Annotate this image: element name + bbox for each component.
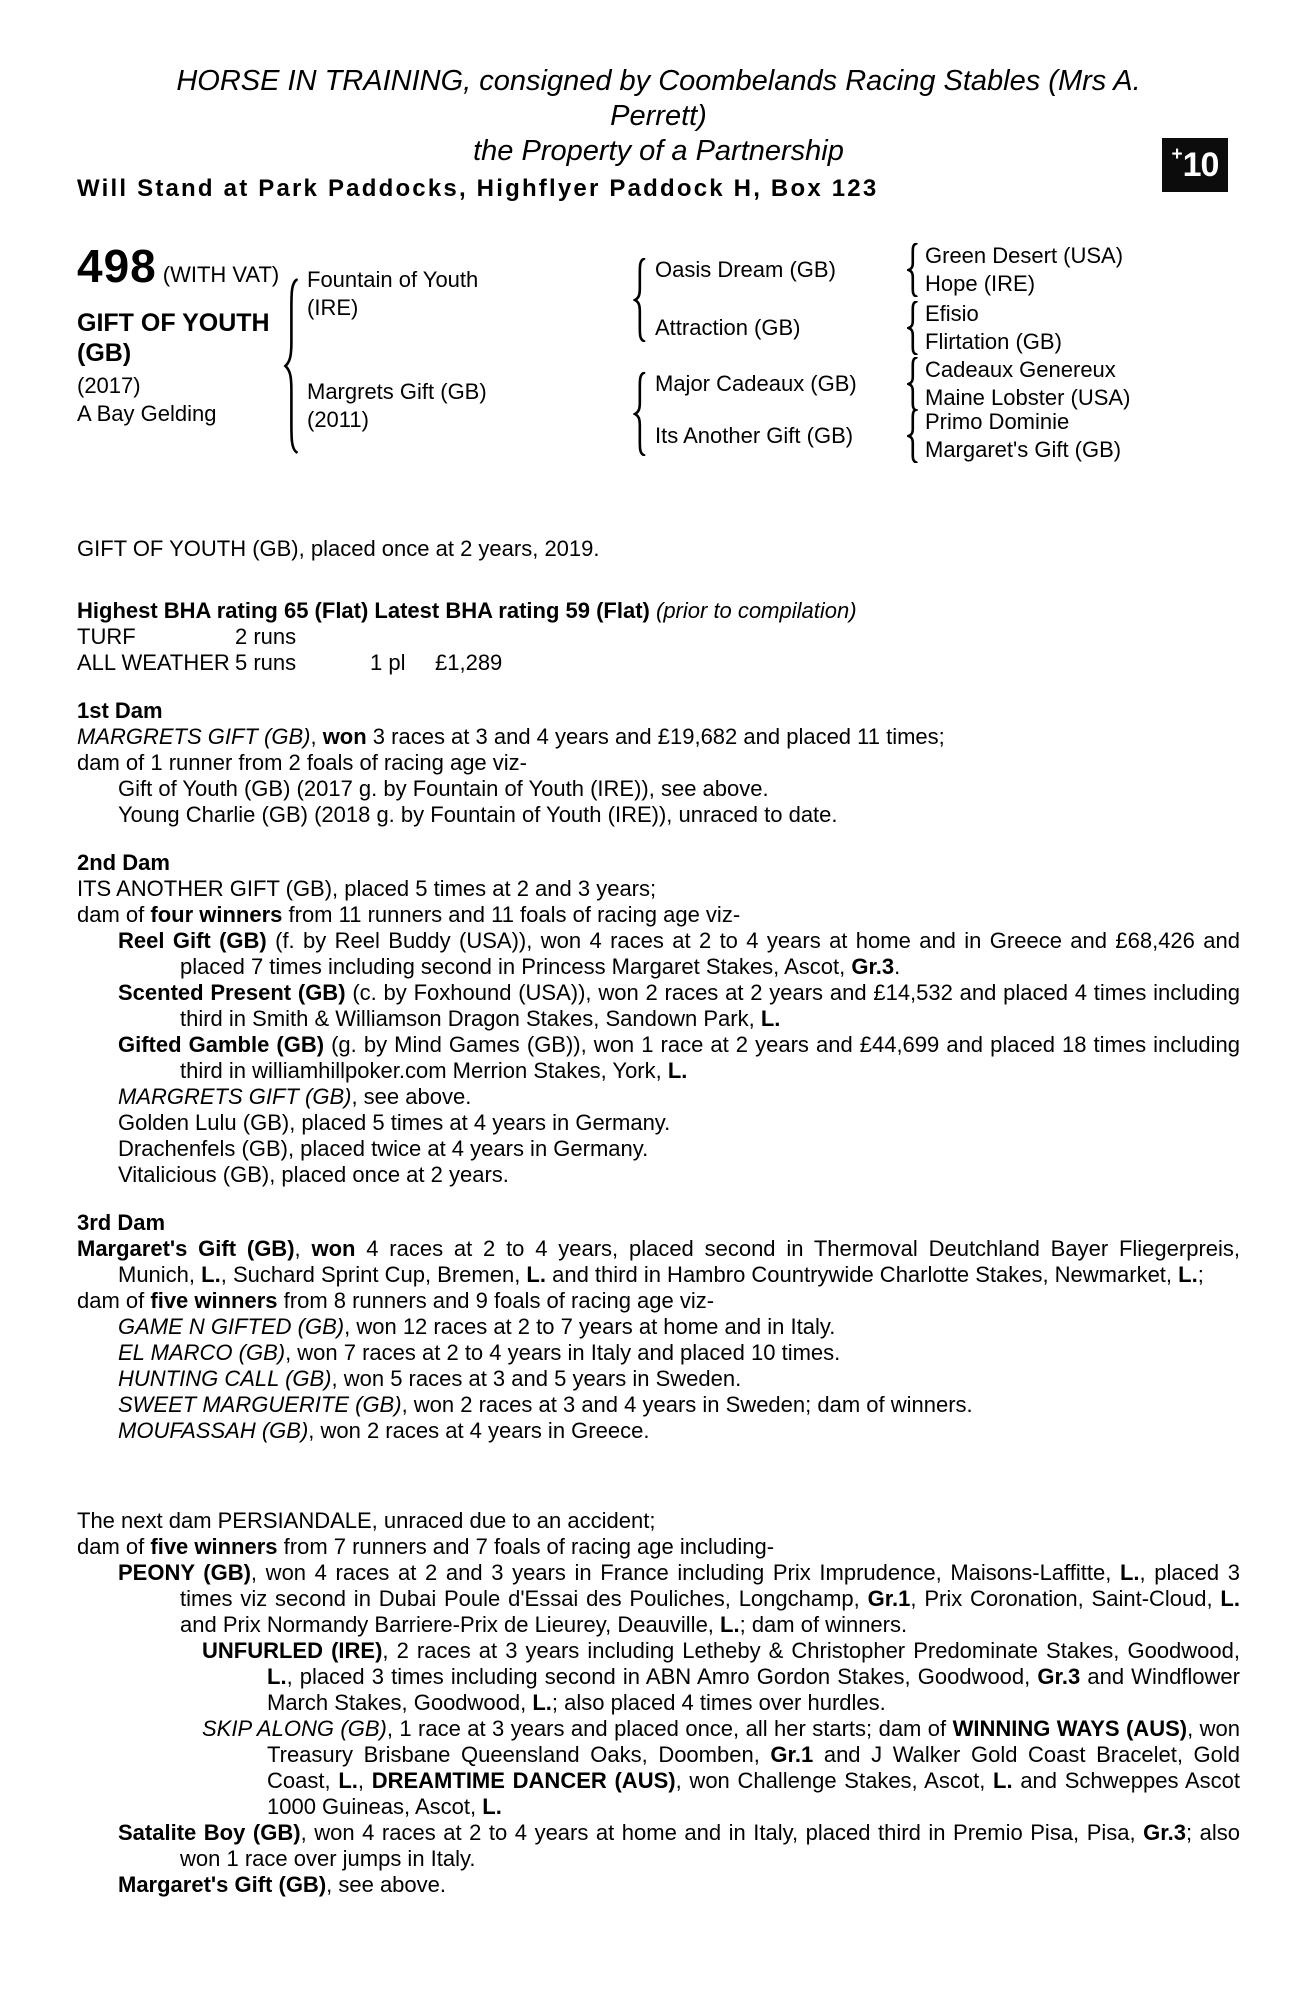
pedigree-paragraph: Gift of Youth (GB) (2017 g. by Fountain of Youth (IRE)), see above. xyxy=(118,776,769,801)
pedigree-brace-icon xyxy=(633,258,646,342)
pedigree-paragraph: Gifted Gamble (GB) (g. by Mind Games (GB)), won 1 race at 2 years and £44,699 and placed 18 times including third in williamhillpoker.com Merrion Stakes, York, L. xyxy=(118,1032,1240,1083)
bha-rating-line xyxy=(77,598,1240,624)
third-dam-section xyxy=(77,1210,1240,1444)
next-dam-section xyxy=(77,1508,1240,1898)
stand-location: Will Stand at Park Paddocks, Highflyer Paddock H, Box 123 xyxy=(77,175,879,202)
race-record-section xyxy=(77,536,1240,676)
grandsire-name: Major Cadeaux (GB) xyxy=(655,371,857,396)
table-row xyxy=(77,624,502,650)
pedigree-paragraph: MARGRETS GIFT (GB), won 3 races at 3 and 4 years and £19,682 and placed 11 times; xyxy=(77,724,945,749)
page-header xyxy=(77,64,1240,204)
ancestor-name: Cadeaux Genereux xyxy=(925,357,1116,382)
pedigree-paragraph: Drachenfels (GB), placed twice at 4 years in Germany. xyxy=(118,1136,649,1161)
ancestor-suffix: (2011) xyxy=(307,407,369,432)
first-dam-section xyxy=(77,698,1240,828)
great-grandparents-pair xyxy=(925,356,1130,412)
badge-number: 10 xyxy=(1182,145,1219,184)
pedigree-paragraph: Satalite Boy (GB), won 4 races at 2 to 4 years at home and in Italy, placed third in Premio Pisa, Pisa, Gr.3; also won 1 race over jumps in Italy. xyxy=(118,1820,1240,1871)
pedigree-paragraph: dam of four winners from 11 runners and 11 foals of racing age viz- xyxy=(77,902,741,927)
table-row xyxy=(77,650,502,676)
ancestor-name: Hope (IRE) xyxy=(925,271,1036,296)
pedigree-paragraph: dam of five winners from 7 runners and 7 foals of racing age including- xyxy=(77,1534,775,1559)
ancestor-name: Primo Dominie xyxy=(925,409,1070,434)
places-value: 1 pl xyxy=(370,650,406,675)
pedigree-paragraph: EL MARCO (GB), won 7 races at 2 to 4 years in Italy and placed 10 times. xyxy=(118,1340,841,1365)
pedigree-paragraph: MARGRETS GIFT (GB), see above. xyxy=(118,1084,472,1109)
pedigree-paragraph: MOUFASSAH (GB), won 2 races at 4 years in Greece. xyxy=(118,1418,650,1443)
section-heading: 1st Dam xyxy=(77,698,163,723)
pedigree-paragraph: Margaret's Gift (GB), see above. xyxy=(118,1872,447,1897)
dam-sections xyxy=(77,698,1240,1898)
horse-name: GIFT OF YOUTH (GB) xyxy=(77,309,270,367)
pedigree-section xyxy=(77,242,1240,474)
granddam-name: Its Another Gift (GB) xyxy=(655,423,854,448)
great-grandparents-pair xyxy=(925,242,1123,298)
plus-sign: + xyxy=(1171,144,1183,165)
ancestor-suffix: (IRE) xyxy=(307,295,359,320)
pedigree-paragraph: Reel Gift (GB) (f. by Reel Buddy (USA)), won 4 races at 2 to 4 years at home and in Greece and £68,426 and placed 7 times including second in Princess Margaret Stakes, Ascot, Gr.3. xyxy=(118,928,1240,979)
great-grandparents-pair xyxy=(925,300,1062,356)
foaling-year: (2017) xyxy=(77,373,141,398)
pedigree-brace-icon xyxy=(633,372,646,456)
pedigree-brace-icon xyxy=(907,243,918,297)
pedigree-paragraph: Margaret's Gift (GB), won 4 races at 2 to 4 years, placed second in Thermoval Deutchland Bayer Fliegerpreis, Munich, L., Suchard Sprint Cup, Bremen, L. and third in Hambro Countrywide Charlotte Stakes, Newmarket, L.; xyxy=(77,1236,1241,1287)
ancestor-name: Flirtation (GB) xyxy=(925,329,1062,354)
ancestor-name: Maine Lobster (USA) xyxy=(925,385,1131,410)
pedigree-paragraph: ITS ANOTHER GIFT (GB), placed 5 times at 2 and 3 years; xyxy=(77,876,657,901)
plus10-badge xyxy=(1162,138,1228,192)
property-line: the Property of a Partnership xyxy=(473,135,844,167)
section-heading: 3rd Dam xyxy=(77,1210,166,1235)
ancestor-name: Efisio xyxy=(925,301,979,326)
runs-value: 5 runs xyxy=(235,650,297,675)
pedigree-paragraph: dam of five winners from 8 runners and 9 foals of racing age viz- xyxy=(77,1288,715,1313)
granddam-name: Attraction (GB) xyxy=(655,315,801,340)
pedigree-paragraph: The next dam PERSIANDALE, unraced due to an accident; xyxy=(77,1508,656,1533)
earnings-value xyxy=(435,624,502,650)
ancestor-name: Green Desert (USA) xyxy=(925,243,1124,268)
rating-note: (prior to compilation) xyxy=(656,598,857,623)
sire-name xyxy=(307,266,478,322)
surface-label: ALL WEATHER xyxy=(77,650,230,675)
runs-value: 2 runs xyxy=(235,624,297,649)
pedigree-paragraph: SWEET MARGUERITE (GB), won 2 races at 3 and 4 years in Sweden; dam of winners. xyxy=(118,1392,973,1417)
surface-label: TURF xyxy=(77,624,136,649)
great-grandparents-pair xyxy=(925,408,1121,464)
race-summary: GIFT OF YOUTH (GB), placed once at 2 years, 2019. xyxy=(77,536,600,561)
pedigree-paragraph: GAME N GIFTED (GB), won 12 races at 2 to 7 years at home and in Italy. xyxy=(118,1314,836,1339)
pedigree-paragraph: HUNTING CALL (GB), won 5 races at 3 and 5 years in Sweden. xyxy=(118,1366,742,1391)
grandsire-name: Oasis Dream (GB) xyxy=(655,257,836,282)
places-value xyxy=(370,624,435,650)
race-stats-table xyxy=(77,624,502,676)
second-dam-section xyxy=(77,850,1240,1188)
pedigree-paragraph: Vitalicious (GB), placed once at 2 years. xyxy=(118,1162,509,1187)
pedigree-paragraph: UNFURLED (IRE), 2 races at 3 years including Letheby & Christopher Predominate Stakes, Goodwood, L., placed 3 times including second in ABN Amro Gordon Stakes, Goodwood, Gr.3 and Windflower March Stakes, Goodwood, L.; also placed 4 times over hurdles. xyxy=(202,1638,1240,1715)
lot-line xyxy=(77,240,280,292)
lot-number: 498 xyxy=(77,240,157,292)
ancestor-name: Margrets Gift (GB) xyxy=(307,379,487,404)
ancestor-name: Fountain of Youth xyxy=(307,267,479,292)
ancestor-name: Margaret's Gift (GB) xyxy=(925,437,1122,462)
section-heading: 2nd Dam xyxy=(77,850,170,875)
consignment-title: HORSE IN TRAINING, consigned by Coombelands Racing Stables (Mrs A. Perrett) xyxy=(176,65,1141,132)
pedigree-paragraph: dam of 1 runner from 2 foals of racing age viz- xyxy=(77,750,527,775)
pedigree-brace-icon xyxy=(907,357,918,411)
earnings-value: £1,289 xyxy=(435,650,503,675)
vat-note: (WITH VAT) xyxy=(162,262,280,287)
pedigree-paragraph: Golden Lulu (GB), placed 5 times at 4 years in Germany. xyxy=(118,1110,671,1135)
rating-values: Highest BHA rating 65 (Flat) Latest BHA rating 59 (Flat) xyxy=(77,598,650,623)
pedigree-paragraph: SKIP ALONG (GB), 1 race at 3 years and placed once, all her starts; dam of WINNING WAYS (AUS), won Treasury Brisbane Queensland Oaks, Doomben, Gr.1 and J Walker Gold Coast Bracelet, Gold Coast, L., DREAMTIME DANCER (AUS), won Challenge Stakes, Ascot, L. and Schweppes Ascot 1000 Guineas, Ascot, L. xyxy=(202,1716,1241,1819)
pedigree-brace-icon xyxy=(283,278,299,454)
pedigree-paragraph: Young Charlie (GB) (2018 g. by Fountain of Youth (IRE)), unraced to date. xyxy=(118,802,838,827)
pedigree-paragraph: PEONY (GB), won 4 races at 2 and 3 years in France including Prix Imprudence, Maisons-Laffitte, L., placed 3 times viz second in Dubai Poule d'Essai des Pouliches, Longchamp, Gr.1, Prix Coronation, Saint-Cloud, L. and Prix Normandy Barriere-Prix de Lieurey, Deauville, L.; dam of winners. xyxy=(118,1560,1241,1637)
pedigree-brace-icon xyxy=(907,301,918,355)
pedigree-brace-icon xyxy=(907,409,918,463)
dam-name xyxy=(307,378,487,434)
pedigree-paragraph: Scented Present (GB) (c. by Foxhound (USA)), won 2 races at 2 years and £14,532 and placed 4 times including third in Smith & Williamson Dragon Stakes, Sandown Park, L. xyxy=(118,980,1240,1031)
horse-description: A Bay Gelding xyxy=(77,401,217,426)
